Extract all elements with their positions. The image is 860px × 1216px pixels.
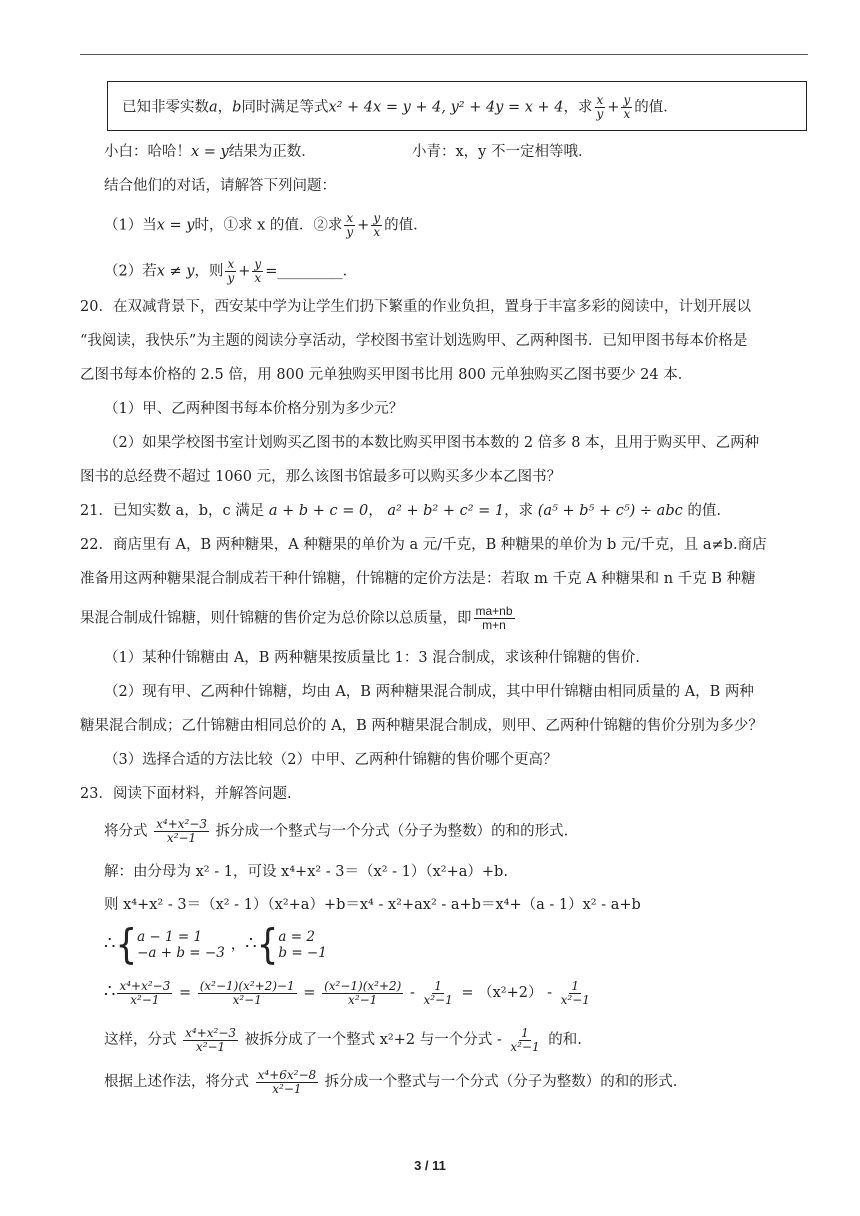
box-text-a: 已知非零实数 xyxy=(122,99,209,116)
q23-solution-line1: 解：由分母为 x² - 1，可设 x⁴+x² - 3＝（x² - 1）（x²+a）+b. xyxy=(104,864,508,880)
frac-num: y xyxy=(373,211,381,225)
q23-task xyxy=(104,1066,677,1098)
frac-num: (x²−1)(x²+2)−1 xyxy=(199,978,295,993)
equals-sign: = xyxy=(178,985,192,1001)
q21-sep: ， xyxy=(368,503,383,519)
left-brace-icon: { xyxy=(115,921,138,969)
q20-part1: （1）甲、乙两种图书每本价格分别为多少元？ xyxy=(104,401,404,417)
derivation-frac-4 xyxy=(421,980,454,1007)
q19-1-cond: x = y xyxy=(156,217,195,234)
derivation-frac-5 xyxy=(559,980,592,1007)
box-text-d: ，求 xyxy=(563,99,593,116)
box-text-e: 的值． xyxy=(634,99,678,116)
frac-num: y xyxy=(623,93,631,107)
frac-num: 1 xyxy=(571,978,580,993)
q23-systems xyxy=(104,921,333,969)
q20-part2b: 图书的总经费不超过 1060 元，那么该图书馆最多可以购买多少本乙图书？ xyxy=(80,469,562,485)
frac-den: m+n xyxy=(482,618,506,632)
minus-sign: - xyxy=(547,985,552,1001)
frac-den: x xyxy=(254,271,262,285)
q19-1-pre: （1）当 xyxy=(104,217,157,234)
frac-num: x⁴+x²−3 xyxy=(185,1025,237,1040)
q19-2-cond: x ≠ y xyxy=(156,263,195,280)
q23-derivation xyxy=(104,976,594,1009)
derivation-frac-3 xyxy=(322,980,403,1007)
frac-num: y xyxy=(254,257,262,271)
frac-den: y xyxy=(227,271,235,285)
q21-post: 的值. xyxy=(687,503,721,519)
system-1-eq-b: −a + b = −3 xyxy=(137,945,225,961)
dialog-xiaobai xyxy=(104,142,316,162)
q22-line3 xyxy=(80,605,517,632)
q19-part2 xyxy=(104,258,357,285)
box-frac-y-over-x xyxy=(621,94,632,121)
conclusion-frac-2 xyxy=(508,1027,541,1054)
q19-intro: 结合他们的对话，请解答下列问题： xyxy=(104,178,336,194)
task-frac xyxy=(256,1069,319,1096)
minus-sign: - xyxy=(409,985,415,1001)
task-pre: 根据上述作法，将分式 xyxy=(104,1074,249,1090)
q22-price-frac xyxy=(474,605,515,632)
q21-eq2: a² + b² + c² = 1 xyxy=(387,503,505,519)
q23-intro-pre: 将分式 xyxy=(104,823,148,840)
frac-num: 1 xyxy=(521,1025,529,1040)
q22-part1: （1）某种什锦糖由 A，B 两种糖果按质量比 1：3 混合制成，求该种什锦糖的售价. xyxy=(104,650,640,666)
box-frac-x-over-y xyxy=(595,94,606,121)
frac-num: x xyxy=(346,211,354,225)
var-b: b xyxy=(232,99,242,116)
comma: ， xyxy=(230,937,246,953)
system-1 xyxy=(137,929,225,961)
system-2 xyxy=(278,929,326,961)
derivation-frac-1 xyxy=(117,980,172,1007)
q22-part3: （3）选择合适的方法比较（2）中甲、乙两种什锦糖的售价哪个更高？ xyxy=(104,752,558,768)
q19-1-frac-x-over-y xyxy=(344,212,355,239)
box-equations: x² + 4x = y + 4, y² + 4y = x + 4 xyxy=(328,99,564,116)
q20-line2: “我阅读，我快乐”为主题的阅读分享活动，学校图书室计划选购甲、乙两种图书．已知甲图书每本价格是 xyxy=(80,333,748,349)
conclusion-pre: 这样，分式 xyxy=(104,1032,177,1048)
frac-num: x⁴+6x²−8 xyxy=(257,1067,317,1082)
frac-den: x²−1 xyxy=(166,831,197,845)
q19-1-mid: 时，①求 x 的值．②求 xyxy=(194,217,343,234)
frac-num: x⁴+x²−3 xyxy=(156,817,208,831)
task-post: 拆分成一个整式与一个分式（分子为整数）的和的形式. xyxy=(324,1074,678,1090)
xiaobai-post: 结果为正数． xyxy=(228,144,316,160)
plus-sign: + xyxy=(357,217,370,234)
frac-den: x²−1 xyxy=(232,992,262,1007)
q19-1-frac-y-over-x xyxy=(371,212,382,239)
frac-num: x xyxy=(227,257,235,271)
system-2-eq-b: b = −1 xyxy=(278,945,327,961)
q23-conclusion xyxy=(104,1024,582,1056)
q21-pre: 21．已知实数 a，b，c 满足 xyxy=(80,503,265,519)
left-brace-icon: { xyxy=(256,921,279,969)
q19-2-mid: ，则 xyxy=(194,263,224,280)
q23-intro-post: 拆分成一个整式与一个分式（分子为整数）的和的形式. xyxy=(215,823,569,840)
box-text-b: ， xyxy=(217,99,233,116)
q19-2-post: =_________． xyxy=(265,263,358,280)
plus-sign: + xyxy=(238,263,251,280)
q20-line1: 20．在双减背景下，西安某中学为让学生们扔下繁重的作业负担，置身于丰富多彩的阅读中，计划开展以 xyxy=(80,299,751,315)
q23-solution-line2: 则 x⁴+x² - 3＝（x² - 1）（x²+a）+b＝x⁴ - x²+ax² - a+b＝x⁴+（a - 1）x² - a+b xyxy=(104,897,641,913)
equals-sign: = xyxy=(303,985,316,1001)
frac-den: y xyxy=(596,107,604,121)
problem-box-text xyxy=(122,94,678,121)
conclusion-mid: 被拆分成了一个整式 x²+2 与一个分式 - xyxy=(244,1032,502,1048)
frac-den: x²−1 xyxy=(560,992,590,1007)
plus-sign: + xyxy=(607,99,620,116)
q19-2-pre: （2）若 xyxy=(104,263,157,280)
q21-line xyxy=(80,501,721,521)
box-text-c: 同时满足等式 xyxy=(241,99,329,116)
q19-2-frac-y-over-x xyxy=(252,258,263,285)
frac-den: x xyxy=(373,225,381,239)
header-rule xyxy=(80,54,808,55)
conclusion-frac xyxy=(183,1027,238,1054)
frac-den: x²−1 xyxy=(130,992,160,1007)
q23-intro xyxy=(104,818,568,845)
q19-part1 xyxy=(104,212,428,239)
q22-part2a: （2）现有甲、乙两种什锦糖，均由 A，B 两种糖果混合制成，其中甲什锦糖由相同质量的 A，B 两种 xyxy=(104,684,754,700)
q21-eq1: a + b + c = 0 xyxy=(268,503,369,519)
frac-den: x xyxy=(623,107,631,121)
xiaobai-pre: 小白：哈哈！ xyxy=(104,144,191,160)
q19-1-post: 的值． xyxy=(384,217,428,234)
q20-line3: 乙图书每本价格的 2.5 倍，用 800 元单独购买甲图书比用 800 元单独购买乙图书要少 24 本． xyxy=(80,367,693,383)
var-a: a xyxy=(209,99,218,116)
frac-den: x²−1 xyxy=(348,992,378,1007)
frac-den: x²−1 xyxy=(423,992,453,1007)
q19-2-frac-x-over-y xyxy=(225,258,236,285)
system-2-eq-a: a = 2 xyxy=(278,929,315,945)
frac-num: 1 xyxy=(434,978,442,993)
conclusion-post: 的和. xyxy=(548,1032,582,1048)
problem-box xyxy=(107,81,807,131)
dialog-xiaoqing: 小青：x，y 不一定相等哦． xyxy=(412,144,593,160)
q20-part2a: （2）如果学校图书室计划购买乙图书的本数比购买甲图书本数的 2 倍多 8 本，且用于购买甲、乙两种 xyxy=(104,435,760,451)
q22-l3-pre: 果混合制成什锦糖，则什锦糖的售价定为总价除以总质量，即 xyxy=(80,610,472,627)
system-1-eq-a: a − 1 = 1 xyxy=(137,929,203,945)
frac-num: x⁴+x²−3 xyxy=(119,978,171,993)
page-number: 3 / 11 xyxy=(414,1158,446,1173)
frac-den: x²−1 xyxy=(510,1039,540,1054)
frac-den: y xyxy=(346,225,354,239)
frac-den: x²−1 xyxy=(195,1039,226,1054)
polynomial-term: （x²+2） xyxy=(478,985,543,1001)
q23-title: 23．阅读下面材料，并解答问题. xyxy=(80,786,292,802)
q22-part2b: 糖果混合制成；乙什锦糖由相同总价的 A，B 两种糖果混合制成，则甲、乙两种什锦糖的售价分别为多少？ xyxy=(80,718,763,734)
derivation-frac-2 xyxy=(198,980,297,1007)
frac-num: x xyxy=(596,93,604,107)
therefore-symbol: ∴ xyxy=(245,933,257,954)
frac-num: (x²−1)(x²+2) xyxy=(324,978,402,993)
q23-intro-frac xyxy=(154,818,209,845)
q21-mid: ，求 xyxy=(504,503,534,519)
xiaobai-math: x = y xyxy=(191,144,229,160)
frac-den: x²−1 xyxy=(272,1081,302,1096)
q22-line1: 22．商店里有 A，B 两种糖果，A 种糖果的单价为 a 元/千克，B 种糖果的单价为 b 元/千克，且 a≠b.商店 xyxy=(80,537,767,553)
therefore-symbol: ∴ xyxy=(104,933,116,954)
frac-num: ma+nb xyxy=(475,604,513,618)
equals-sign: = xyxy=(461,985,474,1001)
q22-line2: 准备用这两种糖果混合制成若干种什锦糖，什锦糖的定价方法是：若取 m 千克 A 种糖果和 n 千克 B 种糖 xyxy=(80,571,756,587)
q21-expr: (a⁵ + b⁵ + c⁵) ÷ abc xyxy=(537,503,683,519)
therefore-symbol: ∴ xyxy=(104,981,116,1002)
